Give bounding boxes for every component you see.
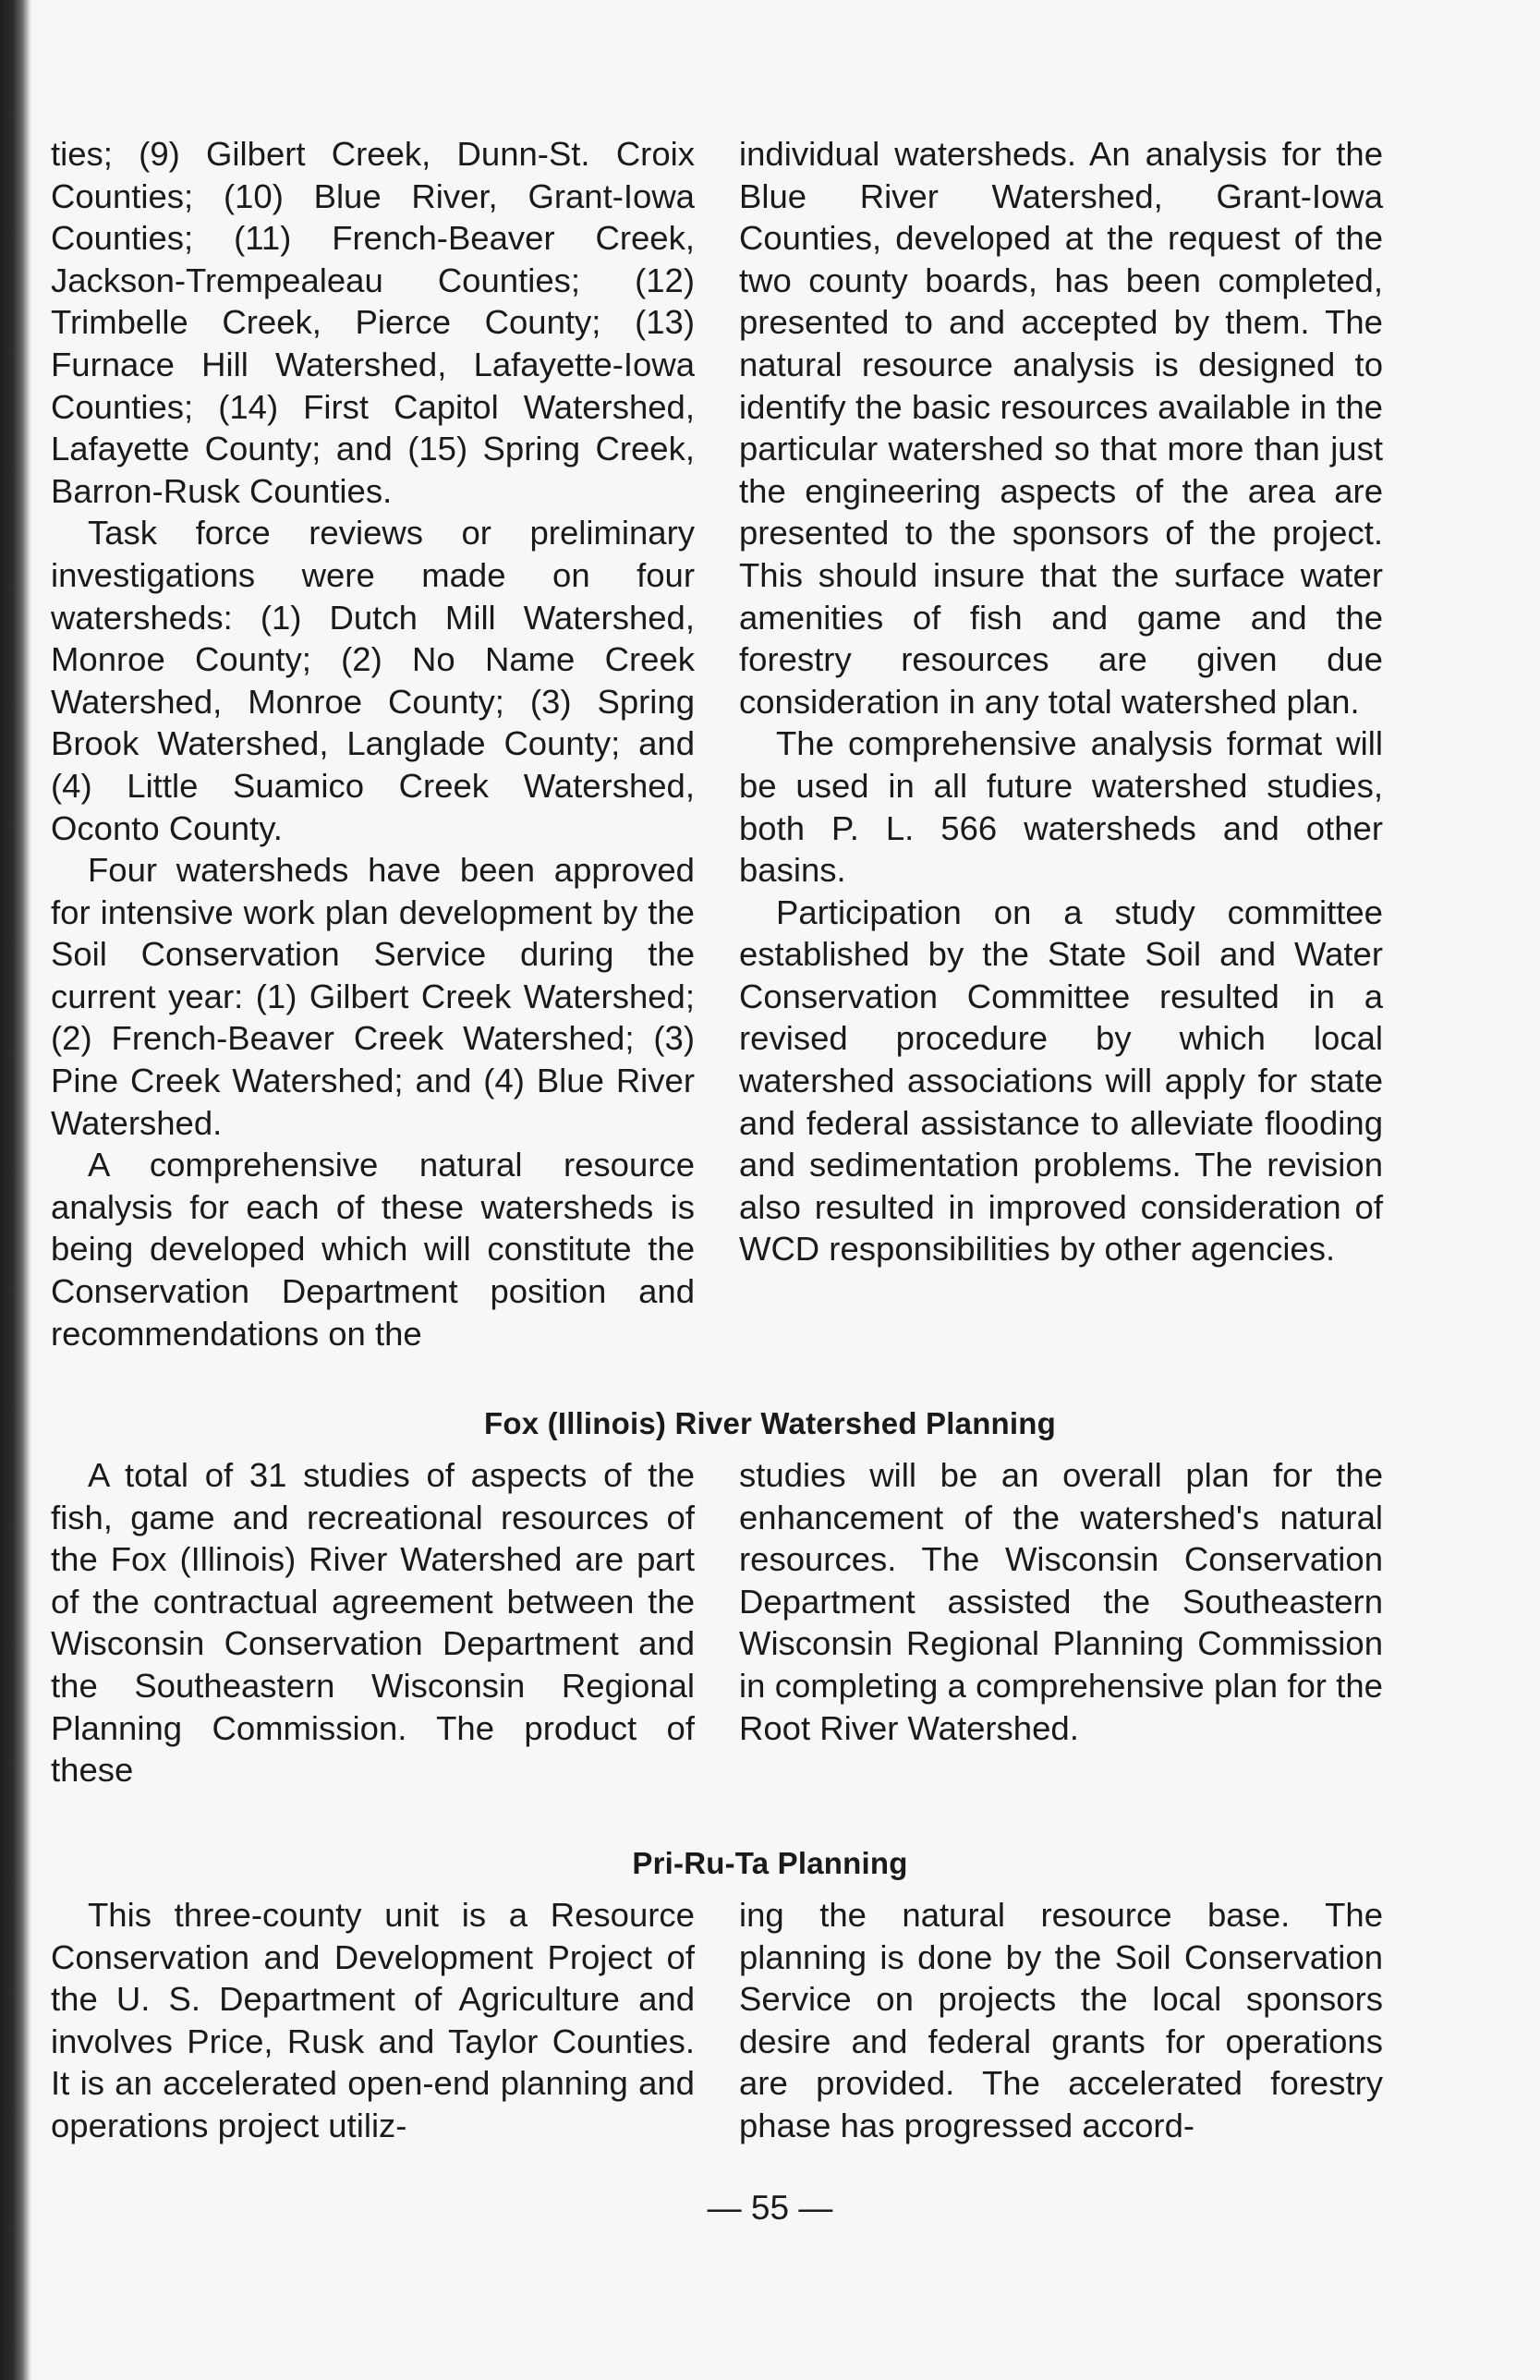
- paragraph: The comprehensive analysis format will be used in all future watershed studies, both P. L. 566 watersheds and other basins.: [739, 724, 1383, 890]
- section3-right-column: [739, 1894, 1383, 2147]
- section3-left-column: [51, 1894, 695, 2147]
- paragraph: ties; (9) Gilbert Creek, Dunn-St. Croix Counties; (10) Blue River, Grant-Iowa Counties; (11) French-Beaver Creek, Jackson-Trempealeau Counties; (12) Trimbelle Creek, Pierce County; (13) Furnace Hill Watershed, Lafayette-Iowa Counties; (14) First Capitol Watershed, Lafayette County; and (15) Spring Creek, Barron-Rusk Counties.: [51, 135, 695, 510]
- paragraph: studies will be an overall plan for the enhancement of the watershed's natural resources. The Wisconsin Conservation Department assisted the Southeastern Wisconsin Regional Planning Commission in completing a comprehensive plan for the Root River Watershed.: [739, 1456, 1383, 1747]
- paragraph: ing the natural resource base. The planning is done by the Soil Conservation Service on projects the local sponsors desire and federal grants for operations are provided. The accelerated forestry phase has progressed accord-: [739, 1896, 1383, 2144]
- section1-left-column: [51, 133, 695, 1362]
- section-heading-pri-ru-ta: Pri-Ru-Ta Planning: [632, 1846, 908, 1880]
- paragraph: Four watersheds have been approved for intensive work plan development by the Soil Conservation Service during the current year: (1) Gilbert Creek Watershed; (2) French-Beaver Creek Watershed; (3) Pine Creek Watershed; and (4) Blue River Watershed.: [51, 851, 695, 1142]
- binding-edge-shadow: [0, 0, 31, 2380]
- section1-right-column: [739, 133, 1383, 1362]
- section2-right-column: [739, 1454, 1383, 1749]
- page-number: — 55 —: [707, 2189, 833, 2227]
- paragraph: Task force reviews or preliminary investigations were made on four watersheds: (1) Dutch Mill Watershed, Monroe County; (2) No Name Creek Watershed, Monroe County; (3) Spring Brook Watershed, Langlade County; and (4) Little Suamico Creek Watershed, Oconto County.: [51, 514, 695, 847]
- paragraph: Participation on a study committee established by the State Soil and Water Conservation Committee resulted in a revised procedure by which local watershed associations will apply for state and federal assistance to alleviate flooding and sedimentation problems. The revision also resulted in improved consideration of WCD responsibilities by other agencies.: [739, 892, 1383, 1269]
- section-heading-fox-river: Fox (Illinois) River Watershed Planning: [484, 1406, 1056, 1440]
- paragraph: A total of 31 studies of aspects of the fish, game and recreational resources of the Fox (Illinois) River Watershed are part of the contractual agreement between the Wisconsin Conservation Department and the Southeastern Wisconsin Regional Planning Commission. The product of these: [51, 1456, 695, 1790]
- paragraph: This three-county unit is a Resource Conservation and Development Project of the U. S. Department of Agriculture and involves Price, Rusk and Taylor Counties. It is an accelerated open-end planning and operations project utiliz-: [51, 1896, 695, 2144]
- paragraph: individual watersheds. An analysis for the Blue River Watershed, Grant-Iowa Counties, developed at the request of the two county boards, has been completed, presented to and accepted by them. The natural resource analysis is designed to identify the basic resources available in the particular watershed so that more than just the engineering aspects of the area are presented to the sponsors of the project. This should insure that the surface water amenities of fish and game and the forestry resources are given due consideration in any total watershed plan.: [739, 135, 1383, 721]
- section2-left-column: [51, 1454, 695, 1791]
- paragraph: A comprehensive natural resource analysis for each of these watersheds is being developed which will constitute the Conservation Department position and recommendations on the: [51, 1146, 695, 1353]
